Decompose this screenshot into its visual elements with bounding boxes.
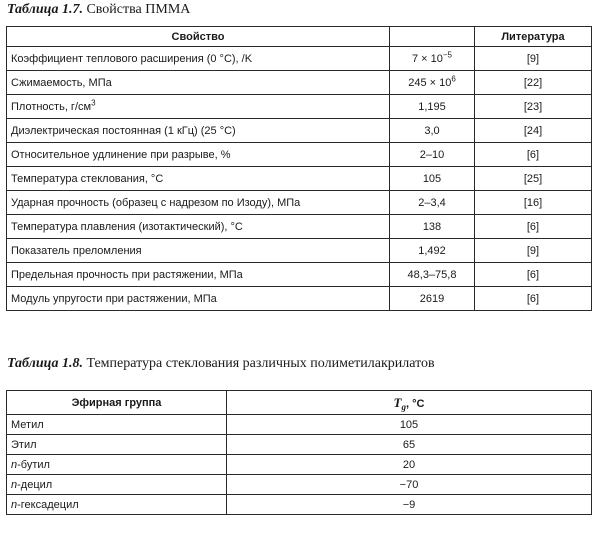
table-row xyxy=(7,71,592,95)
tg-unit: , °C xyxy=(405,397,425,410)
table-row xyxy=(7,119,592,143)
table-row xyxy=(7,143,592,167)
header-value xyxy=(390,27,475,47)
table-1-8-label: Таблица 1.8. xyxy=(7,356,83,371)
ester-prefix: n xyxy=(11,498,18,511)
property-cell: Ударная прочность (образец с надрезом по Изоду), МПа xyxy=(7,191,390,215)
table-row xyxy=(7,495,592,515)
header-property: Свойство xyxy=(7,27,390,47)
value-cell: 138 xyxy=(390,215,475,239)
ester-name: -бутил xyxy=(17,458,50,471)
value-cell: 2–10 xyxy=(390,143,475,167)
table-row xyxy=(7,435,592,455)
ester-group-cell xyxy=(7,455,227,475)
value-cell: 48,3–75,8 xyxy=(390,263,475,287)
pmma-properties-table xyxy=(6,26,592,311)
ref-cell: [6] xyxy=(475,263,592,287)
ester-name: -гексадецил xyxy=(17,498,79,511)
ester-prefix: n xyxy=(11,458,18,471)
ester-group-cell xyxy=(7,475,227,495)
value-exponent: −5 xyxy=(442,49,452,59)
value-base: 245 × 10 xyxy=(408,76,452,89)
value-cell: 1,492 xyxy=(390,239,475,263)
tg-cell: 105 xyxy=(227,415,592,435)
ester-name: -децил xyxy=(17,478,53,491)
property-cell: Сжимаемость, МПа xyxy=(7,71,390,95)
ester-name: Метил xyxy=(11,418,44,431)
ref-cell: [6] xyxy=(475,287,592,311)
ref-cell: [9] xyxy=(475,239,592,263)
tg-cell: −70 xyxy=(227,475,592,495)
property-cell: Температура стеклования, °C xyxy=(7,167,390,191)
value-base: 7 × 10 xyxy=(411,52,443,65)
ester-group-cell xyxy=(7,435,227,455)
ref-cell: [16] xyxy=(475,191,592,215)
table-1-8-title: Температура стеклования различных полиметилакрилатов xyxy=(86,356,435,371)
ref-cell: [6] xyxy=(475,143,592,167)
value-exponent: 6 xyxy=(451,73,456,83)
property-cell: Относительное удлинение при разрыве, % xyxy=(7,143,390,167)
ref-cell: [6] xyxy=(475,215,592,239)
ref-cell: [23] xyxy=(475,95,592,119)
value-cell: 3,0 xyxy=(390,119,475,143)
value-cell xyxy=(390,47,475,71)
property-cell: Предельная прочность при растяжении, МПа xyxy=(7,263,390,287)
header-literature: Литература xyxy=(475,27,592,47)
ref-cell: [22] xyxy=(475,71,592,95)
table-1-8-caption xyxy=(7,356,435,372)
property-cell: Температура плавления (изотактический), °C xyxy=(7,215,390,239)
table-1-7-caption xyxy=(7,2,190,18)
table-row xyxy=(7,191,592,215)
tg-cell: −9 xyxy=(227,495,592,515)
ester-name: Этил xyxy=(11,438,37,451)
table-row xyxy=(7,167,592,191)
value-cell: 2–3,4 xyxy=(390,191,475,215)
table-row xyxy=(7,263,592,287)
header-tg xyxy=(227,391,592,415)
table-row xyxy=(7,475,592,495)
value-cell: 105 xyxy=(390,167,475,191)
table-row xyxy=(7,287,592,311)
value-cell: 1,195 xyxy=(390,95,475,119)
value-cell xyxy=(390,71,475,95)
tg-subscript: g xyxy=(401,401,406,412)
property-cell xyxy=(7,95,390,119)
ester-group-cell xyxy=(7,415,227,435)
property-cell: Коэффициент теплового расширения (0 °C), /K xyxy=(7,47,390,71)
property-cell: Модуль упругости при растяжении, МПа xyxy=(7,287,390,311)
table-row xyxy=(7,239,592,263)
property-cell: Диэлектрическая постоянная (1 кГц) (25 °C) xyxy=(7,119,390,143)
ester-prefix: n xyxy=(11,478,18,491)
table-row xyxy=(7,215,592,239)
tg-cell: 20 xyxy=(227,455,592,475)
table-header-row xyxy=(7,391,592,415)
glass-transition-table xyxy=(6,390,592,515)
table-header-row xyxy=(7,27,592,47)
table-row xyxy=(7,415,592,435)
table-row xyxy=(7,455,592,475)
value-cell: 2619 xyxy=(390,287,475,311)
table-1-7-label: Таблица 1.7. xyxy=(7,2,83,17)
property-cell: Показатель преломления xyxy=(7,239,390,263)
header-ester-group: Эфирная группа xyxy=(7,391,227,415)
table-row xyxy=(7,95,592,119)
property-base: Плотность, г/см xyxy=(11,100,92,113)
ester-group-cell xyxy=(7,495,227,515)
ref-cell: [25] xyxy=(475,167,592,191)
ref-cell: [24] xyxy=(475,119,592,143)
table-1-7-title: Свойства ПММА xyxy=(86,2,191,17)
property-exponent: 3 xyxy=(91,97,96,107)
tg-symbol: T xyxy=(393,394,402,410)
ref-cell: [9] xyxy=(475,47,592,71)
table-row xyxy=(7,47,592,71)
tg-cell: 65 xyxy=(227,435,592,455)
